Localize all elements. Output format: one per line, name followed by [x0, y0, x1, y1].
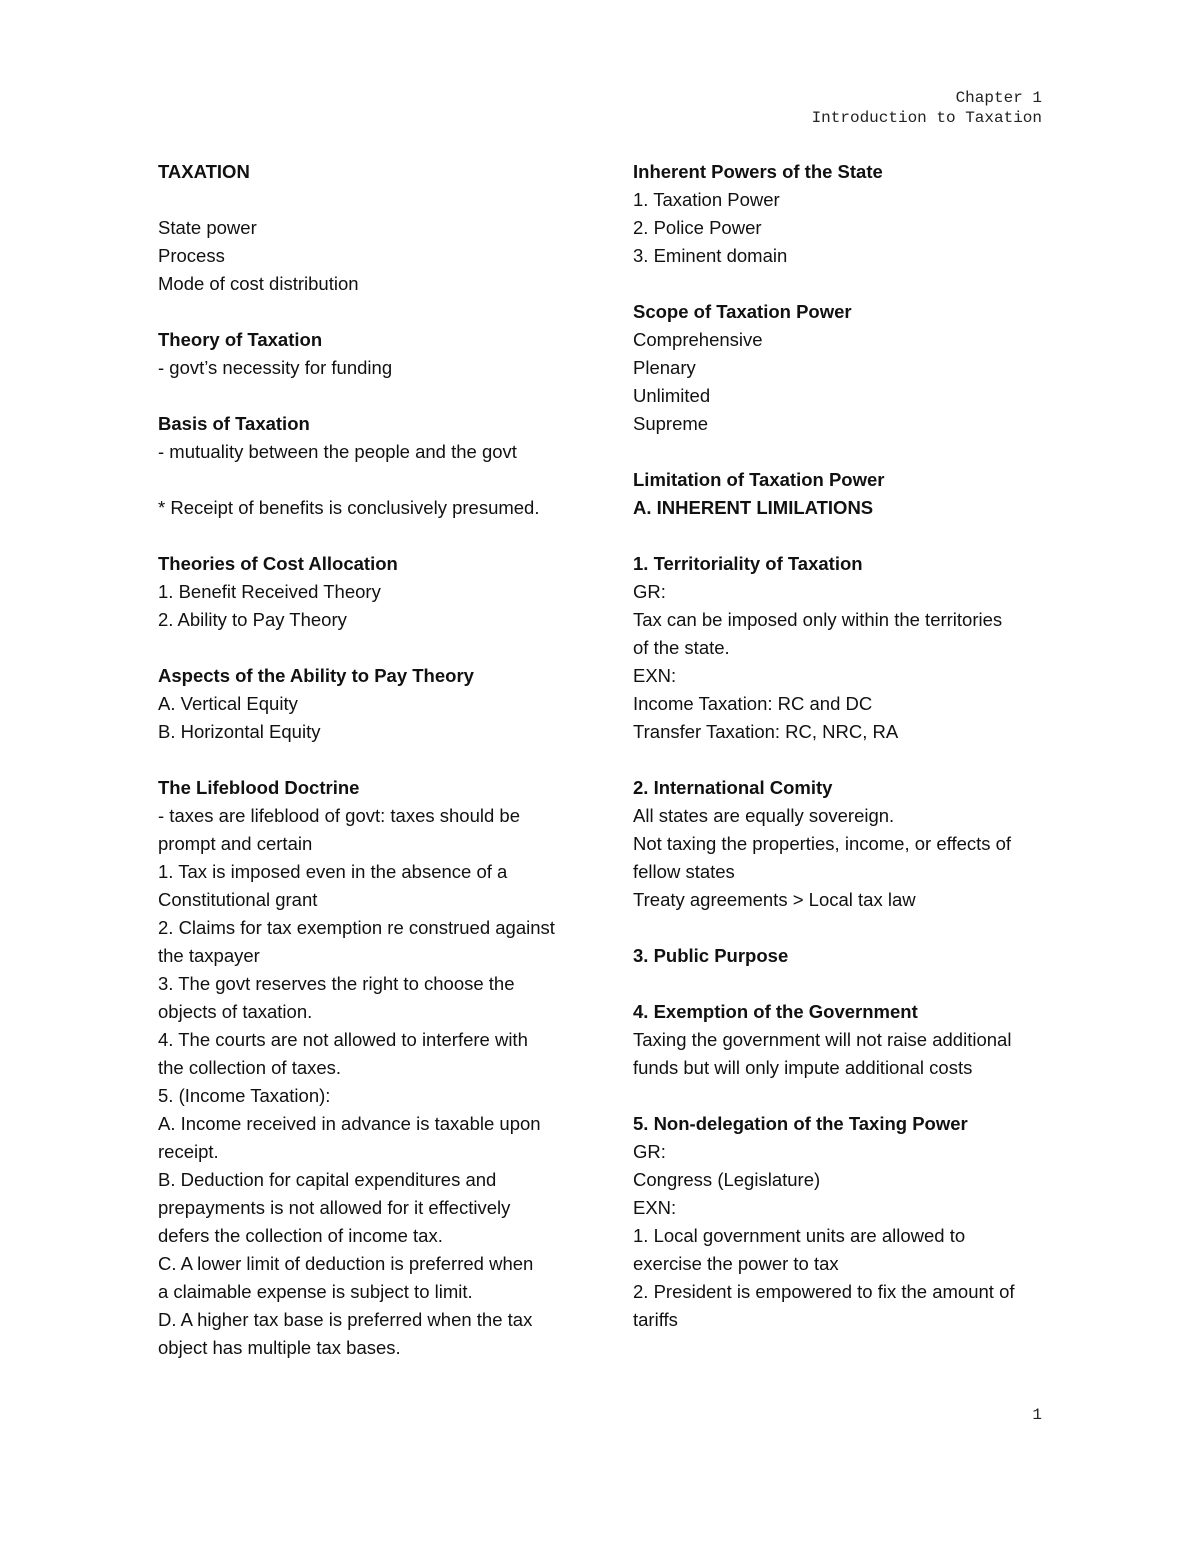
text-line: funds but will only impute additional costs: [633, 1057, 973, 1078]
text-line: 2. Claims for tax exemption re construed against: [158, 917, 555, 938]
text-line: GR:: [633, 1141, 666, 1162]
spacer: [633, 914, 1053, 942]
text-line: Treaty agreements > Local tax law: [633, 889, 916, 910]
text-line: Not taxing the properties, income, or effects of: [633, 833, 1012, 854]
spacer: [633, 438, 1053, 466]
text-line: prepayments is not allowed for it effectively: [158, 1197, 511, 1218]
section-heading: Inherent Powers of the State: [633, 161, 883, 182]
right-column: [633, 158, 1053, 1334]
page-header: [812, 88, 1042, 128]
left-column: [158, 158, 578, 1362]
text-line: C. A lower limit of deduction is preferred when: [158, 1253, 534, 1274]
text-line: Mode of cost distribution: [158, 273, 359, 294]
text-line: * Receipt of benefits is conclusively presumed.: [158, 497, 540, 518]
text-line: 3. The govt reserves the right to choose the: [158, 973, 515, 994]
spacer: [633, 970, 1053, 998]
section-heading: Aspects of the Ability to Pay Theory: [158, 665, 474, 686]
text-line: Comprehensive: [633, 329, 763, 350]
text-line: Constitutional grant: [158, 889, 318, 910]
section-heading: 3. Public Purpose: [633, 945, 789, 966]
text-line: 2. Ability to Pay Theory: [158, 609, 347, 630]
spacer: [633, 270, 1053, 298]
text-line: 1. Benefit Received Theory: [158, 581, 381, 602]
text-line: D. A higher tax base is preferred when the tax: [158, 1309, 533, 1330]
text-line: Process: [158, 245, 225, 266]
text-line: 1. Local government units are allowed to: [633, 1225, 966, 1246]
text-line: - mutuality between the people and the govt: [158, 441, 517, 462]
text-line: Income Taxation: RC and DC: [633, 693, 873, 714]
spacer: [158, 186, 578, 214]
text-line: EXN:: [633, 665, 677, 686]
text-line: A. Income received in advance is taxable upon: [158, 1113, 541, 1134]
spacer: [633, 746, 1053, 774]
text-line: - taxes are lifeblood of govt: taxes should be: [158, 805, 520, 826]
section-heading: 2. International Comity: [633, 777, 833, 798]
section-heading: 1. Territoriality of Taxation: [633, 553, 863, 574]
text-line: 3. Eminent domain: [633, 245, 788, 266]
text-line: tariffs: [633, 1309, 678, 1330]
text-line: of the state.: [633, 637, 730, 658]
text-line: Transfer Taxation: RC, NRC, RA: [633, 721, 899, 742]
text-line: the taxpayer: [158, 945, 260, 966]
section-heading: Theory of Taxation: [158, 329, 323, 350]
text-line: B. Deduction for capital expenditures and: [158, 1169, 497, 1190]
page-number: 1: [1032, 1406, 1042, 1424]
section-heading: 4. Exemption of the Government: [633, 1001, 918, 1022]
text-line: 2. President is empowered to fix the amount of: [633, 1281, 1015, 1302]
section-heading: TAXATION: [158, 161, 250, 182]
spacer: [633, 522, 1053, 550]
text-line: - govt’s necessity for funding: [158, 357, 393, 378]
text-line: EXN:: [633, 1197, 677, 1218]
text-line: exercise the power to tax: [633, 1253, 839, 1274]
spacer: [158, 522, 578, 550]
text-line: object has multiple tax bases.: [158, 1337, 401, 1358]
spacer: [158, 298, 578, 326]
text-line: the collection of taxes.: [158, 1057, 342, 1078]
text-line: 1. Taxation Power: [633, 189, 780, 210]
text-line: A. Vertical Equity: [158, 693, 298, 714]
section-heading: A. INHERENT LIMILATIONS: [633, 497, 874, 518]
section-heading: Theories of Cost Allocation: [158, 553, 398, 574]
text-line: Unlimited: [633, 385, 711, 406]
text-line: objects of taxation.: [158, 1001, 313, 1022]
chapter-label: Chapter 1: [955, 89, 1042, 107]
text-line: Tax can be imposed only within the territories: [633, 609, 1003, 630]
text-line: Taxing the government will not raise additional: [633, 1029, 1012, 1050]
text-line: Congress (Legislature): [633, 1169, 821, 1190]
text-line: Supreme: [633, 413, 709, 434]
text-line: fellow states: [633, 861, 735, 882]
spacer: [158, 382, 578, 410]
text-line: 5. (Income Taxation):: [158, 1085, 331, 1106]
text-line: State power: [158, 217, 257, 238]
text-line: All states are equally sovereign.: [633, 805, 895, 826]
section-heading: Scope of Taxation Power: [633, 301, 852, 322]
section-heading: Basis of Taxation: [158, 413, 310, 434]
section-heading: The Lifeblood Doctrine: [158, 777, 360, 798]
text-line: 4. The courts are not allowed to interfere with: [158, 1029, 528, 1050]
section-heading: 5. Non-delegation of the Taxing Power: [633, 1113, 968, 1134]
text-line: prompt and certain: [158, 833, 313, 854]
text-line: GR:: [633, 581, 666, 602]
text-line: Plenary: [633, 357, 696, 378]
spacer: [158, 746, 578, 774]
section-heading: Limitation of Taxation Power: [633, 469, 885, 490]
text-line: 2. Police Power: [633, 217, 762, 238]
chapter-title: Introduction to Taxation: [811, 109, 1042, 127]
spacer: [158, 466, 578, 494]
text-line: defers the collection of income tax.: [158, 1225, 443, 1246]
text-line: receipt.: [158, 1141, 219, 1162]
text-line: B. Horizontal Equity: [158, 721, 321, 742]
text-line: 1. Tax is imposed even in the absence of a: [158, 861, 508, 882]
text-line: a claimable expense is subject to limit.: [158, 1281, 473, 1302]
spacer: [633, 1082, 1053, 1110]
spacer: [158, 634, 578, 662]
